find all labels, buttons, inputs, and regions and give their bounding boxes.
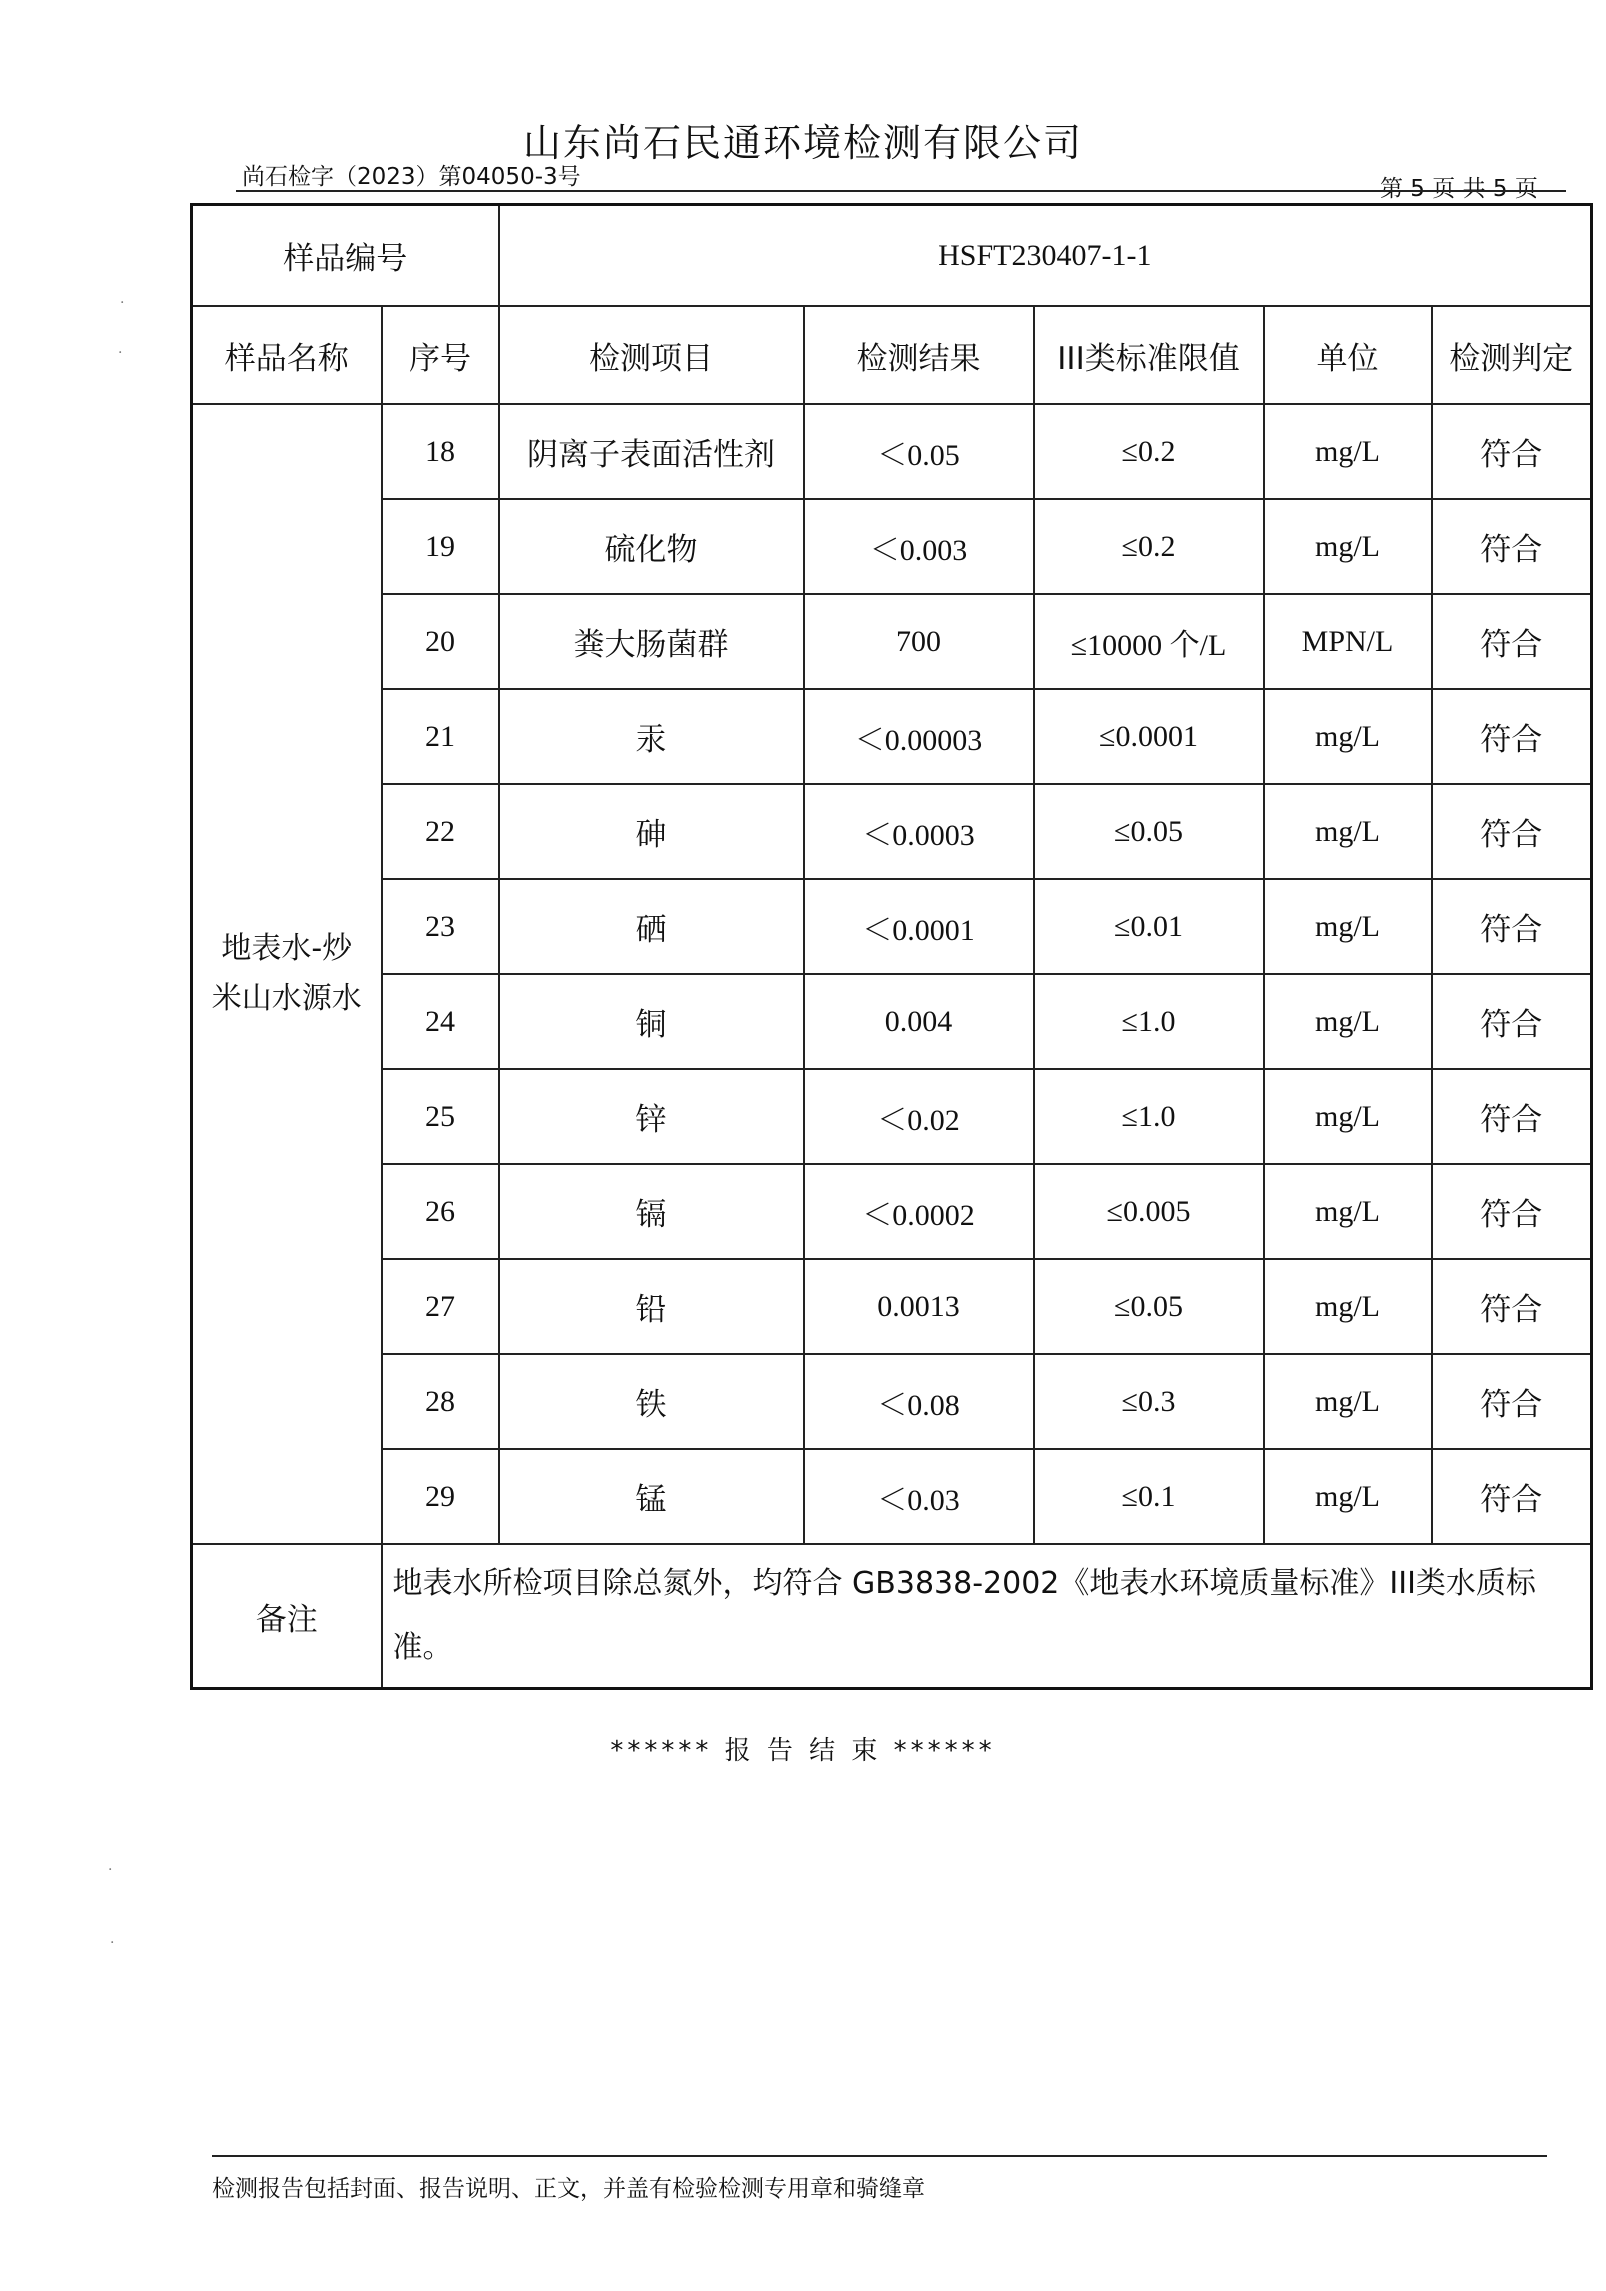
- table-row: [192, 1354, 1592, 1449]
- test-item-cell: 镉: [499, 1164, 804, 1259]
- unit-cell: mg/L: [1264, 1354, 1432, 1449]
- limit-cell: ≤0.2: [1034, 499, 1264, 594]
- table-row: [192, 499, 1592, 594]
- table-row: [192, 784, 1592, 879]
- test-item-cell: 铁: [499, 1354, 804, 1449]
- row-number-cell: 27: [382, 1259, 499, 1354]
- results-table: [190, 203, 1593, 1690]
- judgement-cell: 符合: [1432, 974, 1592, 1069]
- result-cell: ＜0.03: [804, 1449, 1034, 1544]
- column-header: 序号: [382, 306, 499, 404]
- unit-cell: mg/L: [1264, 1449, 1432, 1544]
- limit-cell: ≤1.0: [1034, 974, 1264, 1069]
- result-cell: ＜0.00003: [804, 689, 1034, 784]
- scan-speck: ·: [118, 345, 123, 361]
- test-item-cell: 锌: [499, 1069, 804, 1164]
- result-cell: ＜0.02: [804, 1069, 1034, 1164]
- sample-number-value: HSFT230407-1-1: [499, 205, 1592, 307]
- test-item-cell: 铜: [499, 974, 804, 1069]
- table-row: [192, 974, 1592, 1069]
- result-cell: ＜0.0001: [804, 879, 1034, 974]
- unit-cell: MPN/L: [1264, 594, 1432, 689]
- unit-cell: mg/L: [1264, 879, 1432, 974]
- judgement-cell: 符合: [1432, 784, 1592, 879]
- judgement-cell: 符合: [1432, 1449, 1592, 1544]
- table-row: [192, 689, 1592, 784]
- judgement-cell: 符合: [1432, 689, 1592, 784]
- column-header: 检测结果: [804, 306, 1034, 404]
- result-cell: 0.004: [804, 974, 1034, 1069]
- judgement-cell: 符合: [1432, 1164, 1592, 1259]
- row-number-cell: 21: [382, 689, 499, 784]
- judgement-cell: 符合: [1432, 499, 1592, 594]
- unit-cell: mg/L: [1264, 784, 1432, 879]
- footer-note: 检测报告包括封面、报告说明、正文，并盖有检验检测专用章和骑缝章: [212, 2176, 925, 2202]
- limit-cell: ≤0.05: [1034, 784, 1264, 879]
- scan-speck: ·: [108, 1862, 113, 1878]
- unit-cell: mg/L: [1264, 499, 1432, 594]
- table-row: [192, 1449, 1592, 1544]
- table-row: [192, 1259, 1592, 1354]
- test-item-cell: 硒: [499, 879, 804, 974]
- result-cell: ＜0.0002: [804, 1164, 1034, 1259]
- sample-name-cell: 地表水-炒米山水源水: [192, 404, 382, 1544]
- row-number-cell: 19: [382, 499, 499, 594]
- remark-row: [192, 1544, 1592, 1689]
- row-number-cell: 18: [382, 404, 499, 499]
- scan-speck: ·: [120, 295, 125, 311]
- column-header: 检测项目: [499, 306, 804, 404]
- row-number-cell: 24: [382, 974, 499, 1069]
- footer-rule: [212, 2155, 1547, 2157]
- row-number-cell: 20: [382, 594, 499, 689]
- judgement-cell: 符合: [1432, 1259, 1592, 1354]
- limit-cell: ≤0.01: [1034, 879, 1264, 974]
- unit-cell: mg/L: [1264, 1069, 1432, 1164]
- result-cell: ＜0.08: [804, 1354, 1034, 1449]
- limit-cell: ≤0.3: [1034, 1354, 1264, 1449]
- table-row: [192, 1069, 1592, 1164]
- test-item-cell: 汞: [499, 689, 804, 784]
- column-header: 检测判定: [1432, 306, 1592, 404]
- judgement-cell: 符合: [1432, 1069, 1592, 1164]
- table-row: [192, 594, 1592, 689]
- row-number-cell: 25: [382, 1069, 499, 1164]
- limit-cell: ≤0.1: [1034, 1449, 1264, 1544]
- sample-number-row: [192, 205, 1592, 307]
- test-item-cell: 锰: [499, 1449, 804, 1544]
- row-number-cell: 29: [382, 1449, 499, 1544]
- scan-speck: ·: [110, 1935, 115, 1951]
- column-header-row: [192, 306, 1592, 404]
- limit-cell: ≤10000 个/L: [1034, 594, 1264, 689]
- remark-text: 地表水所检项目除总氮外，均符合 GB3838-2002《地表水环境质量标准》III类水质标准。: [382, 1544, 1592, 1689]
- page-indicator: 第 5 页 共 5 页: [1380, 176, 1538, 202]
- row-number-cell: 22: [382, 784, 499, 879]
- table-row: [192, 879, 1592, 974]
- row-number-cell: 28: [382, 1354, 499, 1449]
- result-cell: ＜0.0003: [804, 784, 1034, 879]
- result-cell: 0.0013: [804, 1259, 1034, 1354]
- report-end-marker: ****** 报 告 结 束 ******: [610, 1736, 996, 1766]
- limit-cell: ≤0.05: [1034, 1259, 1264, 1354]
- result-cell: ＜0.003: [804, 499, 1034, 594]
- company-name: 山东尚石民通环境检测有限公司: [522, 121, 1083, 165]
- unit-cell: mg/L: [1264, 1164, 1432, 1259]
- test-item-cell: 铅: [499, 1259, 804, 1354]
- table-row: [192, 404, 1592, 499]
- judgement-cell: 符合: [1432, 1354, 1592, 1449]
- limit-cell: ≤0.005: [1034, 1164, 1264, 1259]
- judgement-cell: 符合: [1432, 594, 1592, 689]
- sample-number-label: 样品编号: [192, 205, 499, 307]
- result-cell: 700: [804, 594, 1034, 689]
- limit-cell: ≤0.0001: [1034, 689, 1264, 784]
- table-row: [192, 1164, 1592, 1259]
- judgement-cell: 符合: [1432, 879, 1592, 974]
- column-header: III类标准限值: [1034, 306, 1264, 404]
- remark-label: 备注: [192, 1544, 382, 1689]
- test-item-cell: 粪大肠菌群: [499, 594, 804, 689]
- limit-cell: ≤0.2: [1034, 404, 1264, 499]
- unit-cell: mg/L: [1264, 689, 1432, 784]
- unit-cell: mg/L: [1264, 404, 1432, 499]
- unit-cell: mg/L: [1264, 974, 1432, 1069]
- row-number-cell: 26: [382, 1164, 499, 1259]
- report-number: 尚石检字（2023）第04050-3号: [242, 164, 581, 190]
- row-number-cell: 23: [382, 879, 499, 974]
- test-item-cell: 阴离子表面活性剂: [499, 404, 804, 499]
- column-header: 单位: [1264, 306, 1432, 404]
- header-rule: [236, 190, 1566, 192]
- limit-cell: ≤1.0: [1034, 1069, 1264, 1164]
- column-header: 样品名称: [192, 306, 382, 404]
- result-cell: ＜0.05: [804, 404, 1034, 499]
- judgement-cell: 符合: [1432, 404, 1592, 499]
- test-item-cell: 砷: [499, 784, 804, 879]
- unit-cell: mg/L: [1264, 1259, 1432, 1354]
- test-item-cell: 硫化物: [499, 499, 804, 594]
